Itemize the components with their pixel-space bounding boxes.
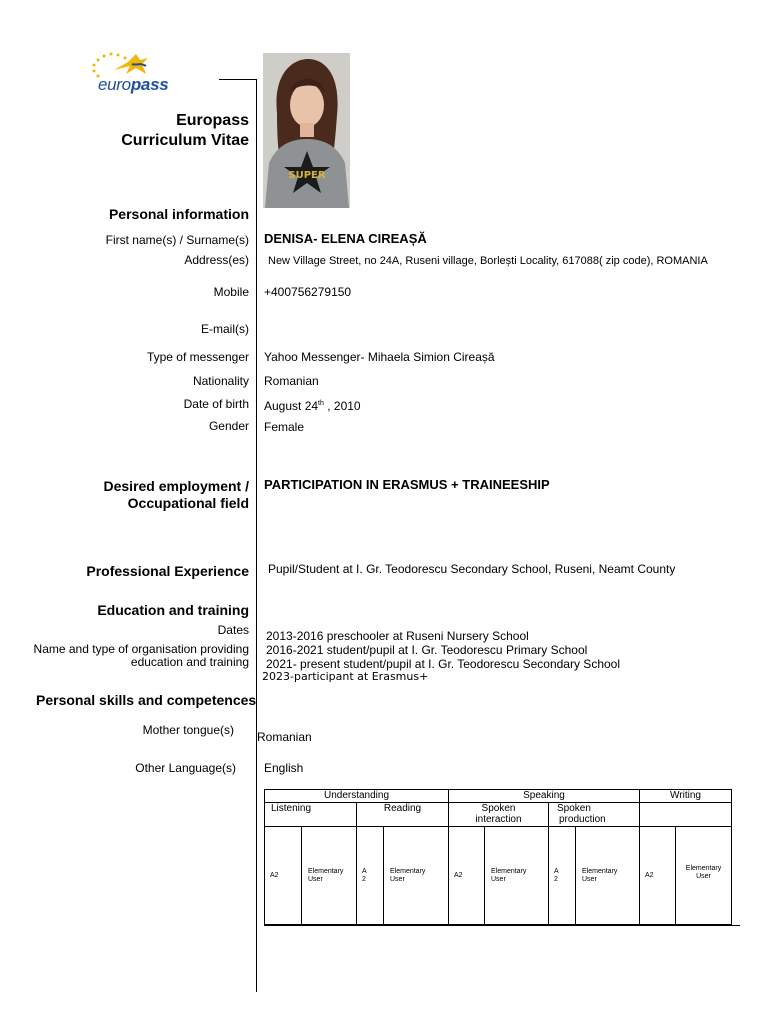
gender-value: Female <box>264 420 305 434</box>
reading-header: Reading <box>357 803 449 827</box>
profile-photo <box>263 53 350 208</box>
section-education: Education and training <box>97 602 249 618</box>
doc-title-line2: Curriculum Vitae <box>121 132 249 149</box>
header-rule <box>219 79 257 80</box>
address-value: New Village Street, no 24A, Ruseni village, Borlești Locality, 617088( zip code), ROMANIA <box>268 255 708 267</box>
section-personal-info: Personal information <box>108 206 249 222</box>
listening-desc: Elementary User <box>302 827 357 925</box>
nationality-value: Romanian <box>264 374 319 388</box>
listening-header: Listening <box>265 803 357 827</box>
speaking-header: Speaking <box>449 790 640 803</box>
column-divider <box>256 80 257 992</box>
listening-level: A2 <box>265 827 302 925</box>
doc-title-line1: Europass <box>176 112 249 129</box>
education-item: 2023-participant at Erasmus+ <box>262 670 429 683</box>
messenger-value: Yahoo Messenger- Mihaela Simion Cireașă <box>264 350 495 364</box>
spoken-production-header: Spoken production <box>549 803 640 827</box>
spoken-interaction-header: Spoken interaction <box>449 803 549 827</box>
europass-logo <box>84 50 180 100</box>
writing-subheader <box>640 803 732 827</box>
address-label: Address(es) <box>184 253 249 267</box>
language-table <box>264 789 732 925</box>
section-personal-skills: Personal skills and competences <box>36 692 257 708</box>
mother-tongue-label: Mother tongue(s) <box>142 723 234 737</box>
dob-value: August 24th , 2010 <box>264 399 361 413</box>
nationality-label: Nationality <box>192 374 249 388</box>
reading-desc: Elementary User <box>384 827 449 925</box>
desired-employment-label-1: Desired employment / <box>103 478 249 494</box>
understanding-header: Understanding <box>265 790 449 803</box>
logo-text: europass <box>98 75 169 94</box>
desired-employment-value: PARTICIPATION IN ERASMUS + TRAINEESHIP <box>264 477 550 492</box>
other-language-value: English <box>264 761 304 775</box>
table-bottom-rule <box>264 925 740 926</box>
email-label: E-mail(s) <box>201 322 249 336</box>
mother-tongue-value: Romanian <box>257 730 312 744</box>
writing-level: A2 <box>640 827 676 925</box>
writing-header: Writing <box>640 790 732 803</box>
writing-desc: Elementary User <box>676 827 732 925</box>
gender-label: Gender <box>208 419 249 433</box>
education-item: 2016-2021 student/pupil at I. Gr. Teodorescu Primary School <box>266 643 588 657</box>
spoken-production-level: A 2 <box>549 827 576 925</box>
name-label: First name(s) / Surname(s) <box>105 233 249 247</box>
section-professional-experience: Professional Experience <box>86 563 249 579</box>
experience-value: Pupil/Student at I. Gr. Teodorescu Secondary School, Ruseni, Neamt County <box>268 562 676 576</box>
desired-employment-label-2: Occupational field <box>127 495 249 511</box>
education-item: 2021- present student/pupil at I. Gr. Teodorescu Secondary School <box>266 657 620 671</box>
mobile-label: Mobile <box>213 285 249 299</box>
spoken-interaction-level: A2 <box>449 827 485 925</box>
messenger-label: Type of messenger <box>146 350 249 364</box>
org-label-line1: Name and type of organisation providing <box>33 642 249 656</box>
dob-label: Date of birth <box>183 397 249 411</box>
name-value: DENISA- ELENA CIREAȘĂ <box>264 231 427 246</box>
org-label-line2: education and training <box>130 655 249 669</box>
svg-text:SUPER: SUPER <box>288 170 326 181</box>
spoken-production-desc: Elementary User <box>576 827 640 925</box>
reading-level: A 2 <box>357 827 384 925</box>
other-language-label: Other Language(s) <box>135 761 236 775</box>
education-item: 2013-2016 preschooler at Ruseni Nursery School <box>266 629 529 643</box>
spoken-interaction-desc: Elementary User <box>485 827 549 925</box>
dates-label: Dates <box>217 623 249 637</box>
mobile-value: +400756279150 <box>264 285 352 299</box>
